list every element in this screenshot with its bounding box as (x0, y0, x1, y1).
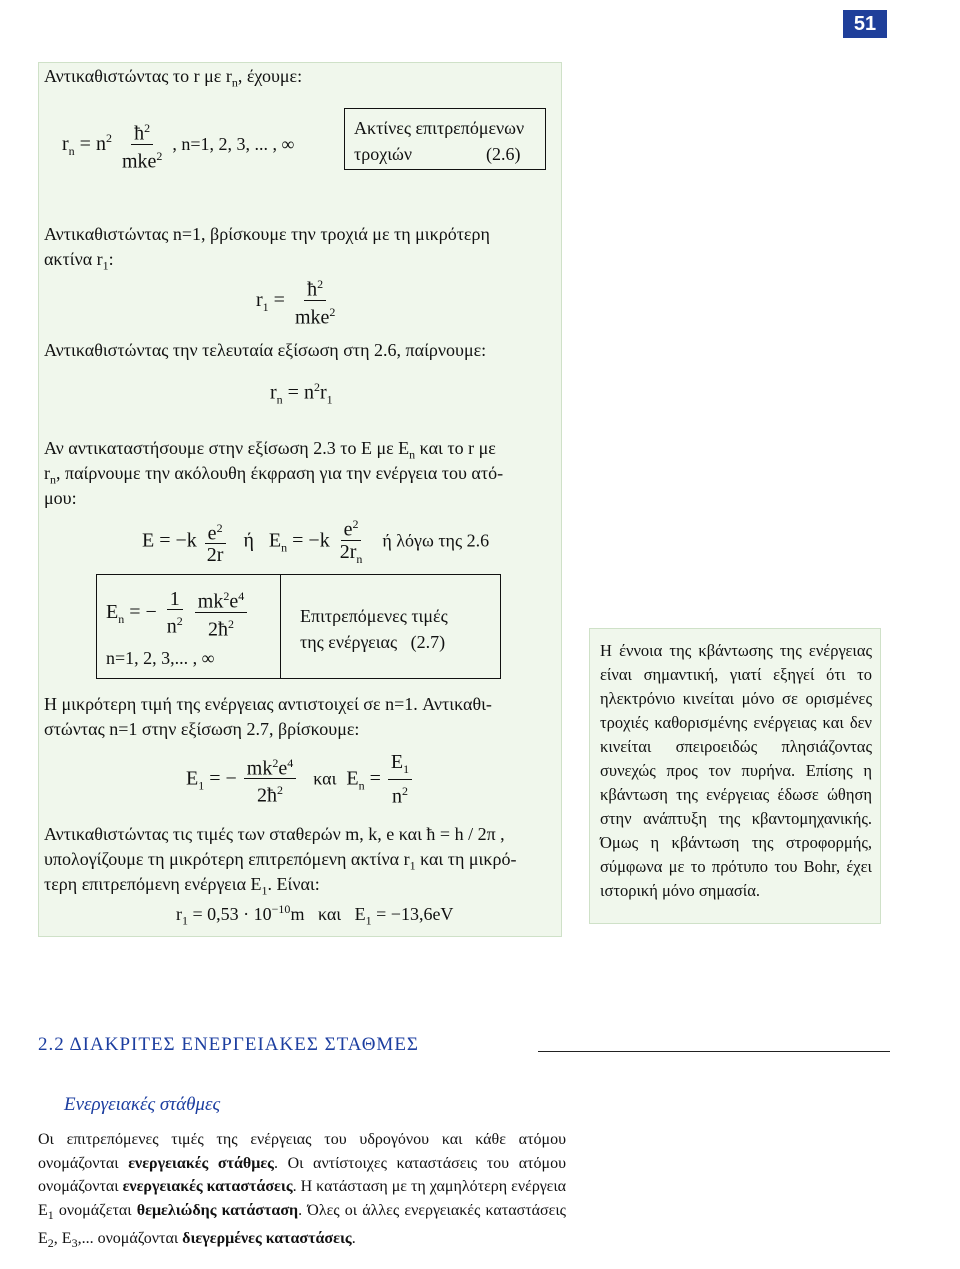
energy-levels-paragraph: Οι επιτρεπόμενες τιμές της ενέργειας του υδρογόνου και κάθε ατόμου ονομάζονται ενεργειακές στάθμες. Οι αντίστοιχες καταστάσεις του ατόμου ονομάζονται ενεργειακές καταστάσεις. Η κατάσταση με τη χαμηλότερη ενέργεια $E_1$ ονομάζεται θεμελιώδης κατάσταση. Όλες οι άλλες ενεργειακές καταστάσεις $E_2$, $E_3$,... ονομάζονται διεγερμένες καταστάσεις. (38, 1131, 567, 1251)
intro-line: Αντικαθιστώντας το r με $r_n$, έχουμε: (44, 66, 303, 90)
equation-energy: E = −k $\frac{e^2}{2r}$ ή $E_n = -k$ $\frac{e^2}{2r_n}$ ή λόγω της 2.6 (142, 514, 489, 570)
paragraph-n1-line1: Αντικαθιστώντας n=1, βρίσκουμε την τροχιά με τη μικρότερη (44, 224, 490, 244)
allowed-radii-label-2: τροχιών (354, 144, 413, 164)
paragraph-substitute: Αντικαθιστώντας την τελευταία εξίσωση στη 2.6, παίρνουμε: (44, 340, 487, 360)
equation-r1: $r_1$ = $\frac{ħ^2}{mke^2}$ (256, 274, 340, 328)
equation-rn: $r_n = n^2r_1$ (270, 380, 333, 407)
paragraph-constants-line1: Αντικαθιστώντας τις τιμές των σταθερών m, k, e και ħ = h / 2π , (44, 824, 505, 844)
subheading: Ενεργειακές στάθμες (64, 1094, 221, 1115)
quantum-number-range: n=1, 2, 3,... , ∞ (106, 648, 215, 668)
quantization-note: Η έννοια της κβάντωσης της ενέργειας είναι σημαντική, γιατί εξηγεί ότι το ηλεκτρόνιο κινείται μόνο σε ορισμένες τροχιές καθορισμένης ενέργειας και δεν κινείται σπειροειδώς πλησιάζοντας συνεχώς προς τον πυρήνα. Επίσης η κβάντωση της ενέργειας έδωσε ώθηση στην ανάπτυξη της κβαντομηχανικής. Όμως η κβάντωση της στροφορμής, σύμφωνα με το πρότυπο του Bohr, έχει ιστορική μόνο σημασία. (589, 628, 881, 924)
paragraph-energy-line2: $r_n$, παίρνουμε την ακόλουθη έκφραση για την ενέργεια του ατό- (44, 463, 504, 487)
allowed-energies-label-1: Επιτρεπόμενες τιμές (300, 606, 448, 626)
paragraph-energy-line3: μου: (44, 488, 77, 508)
allowed-energies-label-2: της ενέργειας (2.7) (300, 632, 446, 652)
equation-2-7: $E_n$ = − $\frac{1}{n^2}$ $\frac{mk^2e^4}{2ħ^2}$ (106, 586, 249, 640)
paragraph-lowest-line1: Η μικρότερη τιμή της ενέργειας αντιστοιχεί σε n=1. Αντικαθι- (44, 694, 492, 714)
page-number: 51 (843, 10, 887, 38)
paragraph-constants-line2: υπολογίζουμε τη μικρότερη επιτρεπόμενη ακτίνα $r_1$ και τη μικρό- (44, 849, 517, 873)
equation-values: $r_1 = 0,53 \cdot 10^{-10}m$ και $E_1 = -13,6eV$ (176, 902, 454, 928)
equation-E1: $E_1$ = − $\frac{mk^2e^4}{2ħ^2}$ και $E_n$ = $\frac{E_1}{n^2}$ (186, 752, 414, 808)
equation-2-6: $r_n = n^2$ $\frac{ħ^2}{mke^2}$ , n=1, 2, 3, ... , ∞ (62, 118, 294, 172)
paragraph-energy-line1: Αν αντικαταστήσουμε στην εξίσωση 2.3 το E με $E_n$ και το r με (44, 438, 496, 462)
box-divider (280, 574, 281, 679)
paragraph-n1-line2: ακτίνα $r_1$: (44, 249, 114, 273)
section-title: 2.2 ΔΙΑΚΡΙΤΕΣ ΕΝΕΡΓΕΙΑΚΕΣ ΣΤΑΘΜΕΣ (38, 1034, 419, 1055)
paragraph-constants-line3: τερη επιτρεπόμενη ενέργεια $E_1$. Είναι: (44, 874, 320, 898)
paragraph-lowest-line2: στώντας n=1 στην εξίσωση 2.7, βρίσκουμε: (44, 719, 360, 739)
section-rule (538, 1051, 890, 1052)
allowed-radii-label-1: Ακτίνες επιτρεπόμενων (354, 118, 525, 138)
equation-tag-2-6: (2.6) (486, 144, 521, 164)
